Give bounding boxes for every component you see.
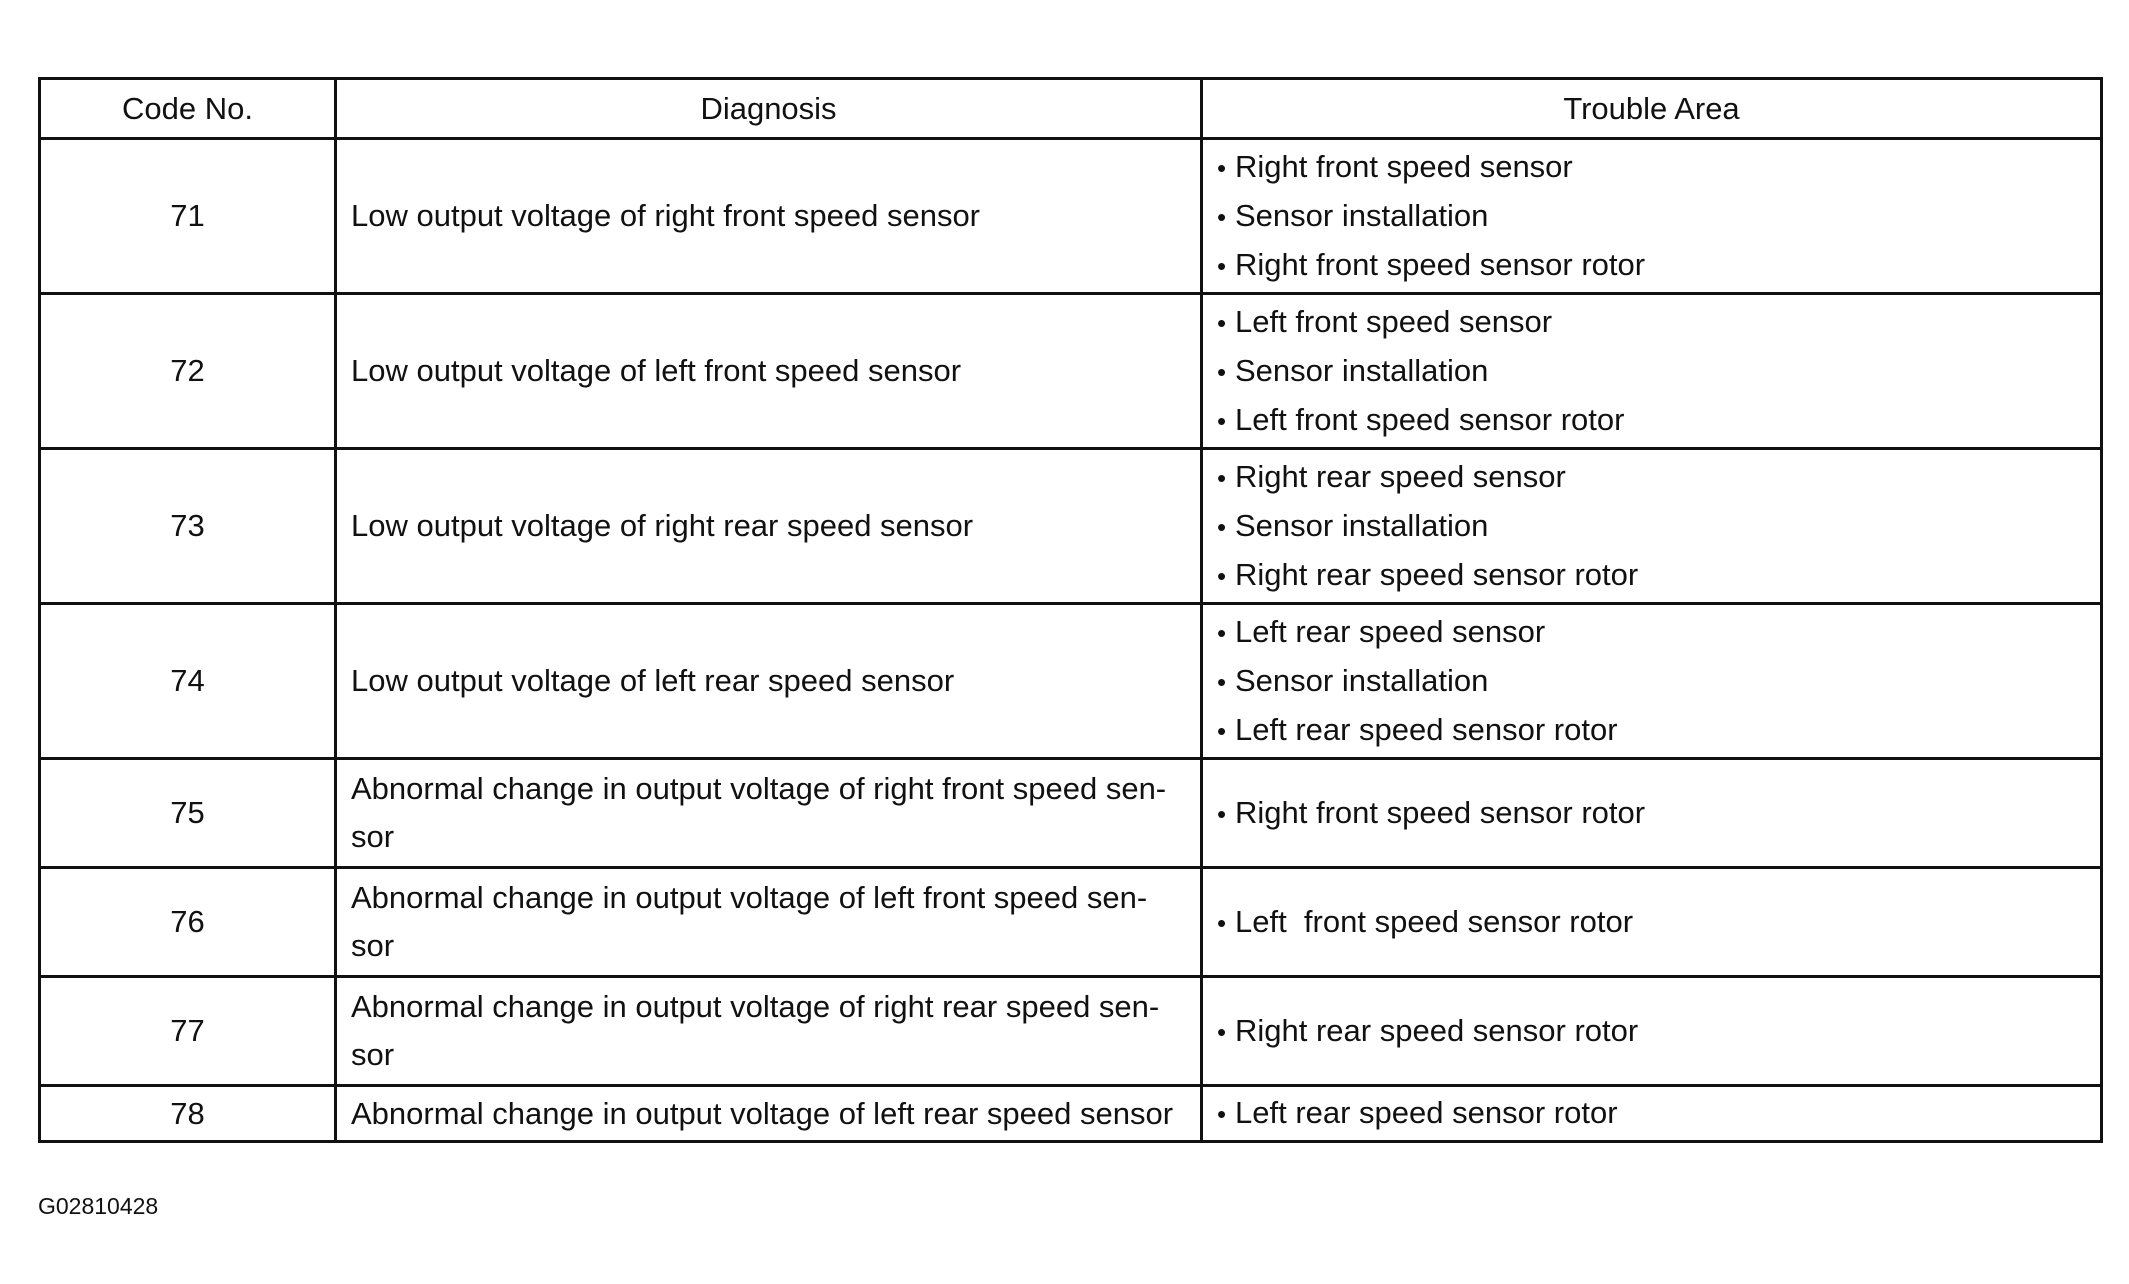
bullet-icon: • xyxy=(1217,666,1227,697)
trouble-area-item xyxy=(1217,396,2086,445)
trouble-area-text: Right front speed sensor rotor xyxy=(1235,246,1646,282)
trouble-area-item xyxy=(1217,241,2086,290)
diagnosis-cell xyxy=(336,868,1202,977)
bullet-icon: • xyxy=(1217,250,1227,281)
trouble-area-item xyxy=(1217,706,2086,755)
code-cell: 71 xyxy=(40,139,336,294)
trouble-area-item xyxy=(1217,551,2086,600)
header-trouble-area: Trouble Area xyxy=(1202,79,2102,139)
trouble-area-list xyxy=(1217,898,2086,947)
table-row xyxy=(40,977,2102,1086)
diagnosis-line: sor xyxy=(351,1037,395,1072)
trouble-area-text: Sensor installation xyxy=(1235,507,1489,543)
header-code-no: Code No. xyxy=(40,79,336,139)
diagnosis-cell xyxy=(336,977,1202,1086)
trouble-area-cell xyxy=(1202,1086,2102,1142)
trouble-area-cell xyxy=(1202,604,2102,759)
bullet-icon: • xyxy=(1217,798,1227,829)
table-row xyxy=(40,139,2102,294)
trouble-area-text: Left front speed sensor xyxy=(1235,303,1553,339)
code-cell: 75 xyxy=(40,759,336,868)
diagnosis-line: Abnormal change in output voltage of left front speed sen- xyxy=(351,880,1148,915)
diagnosis-cell: Low output voltage of right rear speed sensor xyxy=(336,449,1202,604)
bullet-icon: • xyxy=(1217,405,1227,436)
trouble-area-cell xyxy=(1202,868,2102,977)
trouble-area-list xyxy=(1217,1007,2086,1056)
trouble-area-list xyxy=(1217,453,2086,600)
header-diagnosis: Diagnosis xyxy=(336,79,1202,139)
trouble-area-cell xyxy=(1202,294,2102,449)
trouble-area-cell xyxy=(1202,449,2102,604)
table-row xyxy=(40,759,2102,868)
code-cell: 77 xyxy=(40,977,336,1086)
diagnosis-cell: Low output voltage of right front speed sensor xyxy=(336,139,1202,294)
code-cell: 76 xyxy=(40,868,336,977)
diagnosis-line: Abnormal change in output voltage of right rear speed sen- xyxy=(351,989,1160,1024)
trouble-area-cell xyxy=(1202,759,2102,868)
bullet-icon: • xyxy=(1217,1099,1227,1129)
code-cell: 73 xyxy=(40,449,336,604)
header-row xyxy=(40,79,2102,139)
bullet-icon: • xyxy=(1217,617,1227,648)
trouble-area-text: Right front speed sensor rotor xyxy=(1235,794,1646,830)
trouble-area-text: Right rear speed sensor rotor xyxy=(1235,556,1639,592)
diagnosis-cell: Low output voltage of left front speed sensor xyxy=(336,294,1202,449)
table-row xyxy=(40,294,2102,449)
bullet-icon: • xyxy=(1217,307,1227,338)
bullet-icon: • xyxy=(1217,201,1227,232)
trouble-area-item xyxy=(1217,502,2086,551)
bullet-icon: • xyxy=(1217,907,1227,938)
trouble-area-text: Left rear speed sensor rotor xyxy=(1235,1095,1618,1130)
trouble-area-list xyxy=(1217,608,2086,755)
trouble-area-item xyxy=(1217,453,2086,502)
bullet-icon: • xyxy=(1217,560,1227,591)
diagnostic-code-table xyxy=(38,77,2103,1143)
bullet-icon: • xyxy=(1217,152,1227,183)
diagnosis-cell xyxy=(336,759,1202,868)
diagnostic-code-table-container xyxy=(38,77,2100,1143)
table-body xyxy=(40,139,2102,1142)
bullet-icon: • xyxy=(1217,511,1227,542)
figure-id-label: G02810428 xyxy=(38,1193,159,1219)
code-cell: 78 xyxy=(40,1086,336,1142)
trouble-area-list xyxy=(1217,789,2086,838)
trouble-area-item xyxy=(1217,298,2086,347)
code-cell: 72 xyxy=(40,294,336,449)
trouble-area-text: Left rear speed sensor rotor xyxy=(1235,711,1618,747)
diagnosis-line: Abnormal change in output voltage of right front speed sen- xyxy=(351,771,1167,806)
trouble-area-item xyxy=(1217,608,2086,657)
trouble-area-text: Right rear speed sensor rotor xyxy=(1235,1012,1639,1048)
table-row xyxy=(40,1086,2102,1142)
diagnosis-cell: Low output voltage of left rear speed sensor xyxy=(336,604,1202,759)
trouble-area-text: Right rear speed sensor xyxy=(1235,458,1566,494)
trouble-area-list xyxy=(1217,298,2086,445)
diagnosis-line: sor xyxy=(351,928,395,963)
trouble-area-text: Left rear speed sensor xyxy=(1235,613,1546,649)
table-row xyxy=(40,604,2102,759)
trouble-area-list xyxy=(1217,1089,2086,1138)
trouble-area-item xyxy=(1217,192,2086,241)
trouble-area-text: Left front speed sensor rotor xyxy=(1235,903,1634,939)
trouble-area-cell xyxy=(1202,139,2102,294)
table-header xyxy=(40,79,2102,139)
trouble-area-item xyxy=(1217,789,2086,838)
diagnosis-line: sor xyxy=(351,819,395,854)
trouble-area-item xyxy=(1217,1007,2086,1056)
trouble-area-list xyxy=(1217,143,2086,290)
trouble-area-item xyxy=(1217,1089,2086,1138)
table-row xyxy=(40,449,2102,604)
trouble-area-item xyxy=(1217,657,2086,706)
trouble-area-item xyxy=(1217,143,2086,192)
diagnosis-cell: Abnormal change in output voltage of left rear speed sensor xyxy=(336,1086,1202,1142)
trouble-area-text: Sensor installation xyxy=(1235,197,1489,233)
bullet-icon: • xyxy=(1217,462,1227,493)
trouble-area-cell xyxy=(1202,977,2102,1086)
table-row xyxy=(40,868,2102,977)
bullet-icon: • xyxy=(1217,1016,1227,1047)
trouble-area-item xyxy=(1217,898,2086,947)
trouble-area-text: Left front speed sensor rotor xyxy=(1235,401,1625,437)
trouble-area-item xyxy=(1217,347,2086,396)
trouble-area-text: Right front speed sensor xyxy=(1235,148,1573,184)
bullet-icon: • xyxy=(1217,356,1227,387)
trouble-area-text: Sensor installation xyxy=(1235,352,1489,388)
code-cell: 74 xyxy=(40,604,336,759)
bullet-icon: • xyxy=(1217,715,1227,746)
trouble-area-text: Sensor installation xyxy=(1235,662,1489,698)
